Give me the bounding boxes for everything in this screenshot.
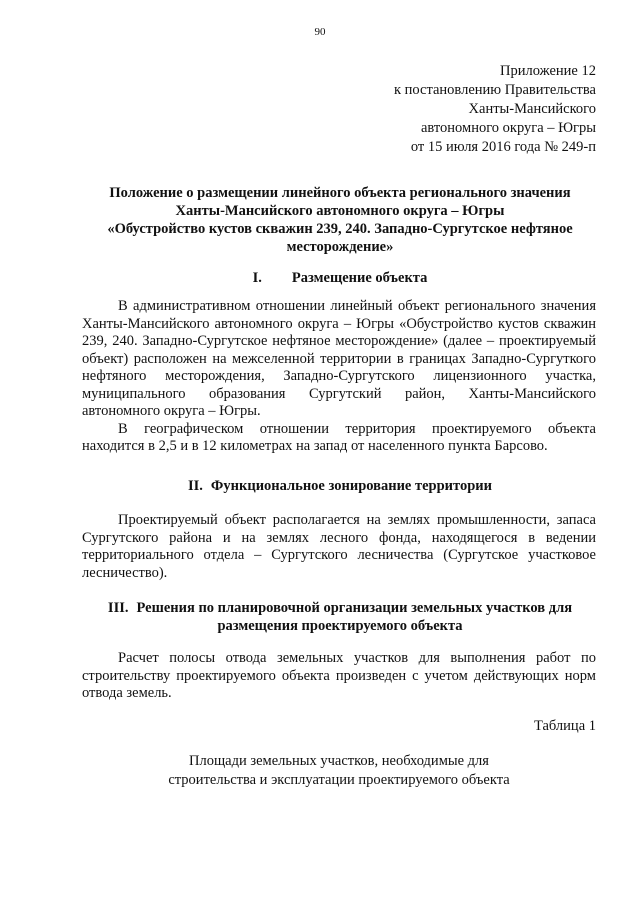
caption-line: Площади земельных участков, необходимые для bbox=[189, 753, 489, 769]
appendix-line: Приложение 12 bbox=[500, 63, 596, 79]
appendix-line: Ханты-Мансийского bbox=[468, 101, 596, 117]
section-number: I. bbox=[252, 270, 262, 286]
paragraph: В административном отношении линейный объект регионального значения Ханты-Мансийского автономного округа – Югры «Обустройство кустов скважин 239, 240. Западно-Сургутское нефтяное месторождение» (далее – проектируемый объект) расположен на межселенной территории в границах Западно-Сургуткого нефтяного месторождения, Западно-Сургутского лицензионного участка, муниципального образования Сургутский район, Ханты-Мансийского автономного округа – Югры. bbox=[82, 298, 596, 419]
paragraph: В географическом отношении территория проектируемого объекта находится в 2,5 и в 12 километрах на запад от населенного пункта Барсово. bbox=[82, 420, 596, 454]
appendix-line: от 15 июля 2016 года № 249-п bbox=[410, 139, 596, 155]
section-3-body bbox=[82, 650, 596, 703]
appendix-line: автономного округа – Югры bbox=[420, 120, 596, 136]
section-title-continued: размещения проектируемого объекта bbox=[217, 618, 463, 634]
section-title: Решения по планировочной организации земельных участков для bbox=[136, 600, 573, 616]
title-line: Ханты-Мансийского автономного округа – Югры bbox=[175, 203, 505, 219]
table-label: Таблица 1 bbox=[533, 718, 596, 734]
section-2-body bbox=[82, 512, 596, 582]
section-1-body bbox=[82, 298, 596, 456]
section-number: III. bbox=[107, 600, 129, 616]
section-title: Функциональное зонирование территории bbox=[210, 478, 492, 494]
paragraph: Проектируемый объект располагается на землях промышленности, запаса Сургутского района и на землях лесного фонда, находящегося в ведении территориального отдела – Сургутского лесничества (Сургутское участковое лесничество). bbox=[82, 512, 596, 581]
section-heading-2 bbox=[80, 477, 600, 495]
caption-line: строительства и эксплуатации проектируемого объекта bbox=[168, 772, 510, 788]
section-heading-1 bbox=[80, 269, 600, 287]
page-number: 90 bbox=[314, 26, 326, 38]
section-heading-3 bbox=[80, 599, 600, 635]
title-line: «Обустройство кустов скважин 239, 240. Западно-Сургутское нефтяное bbox=[107, 221, 573, 237]
title-line: месторождение» bbox=[286, 239, 394, 255]
appendix-header bbox=[394, 62, 596, 157]
paragraph: Расчет полосы отвода земельных участков для выполнения работ по строительству проектируемого объекта произведен с учетом действующих норм отвода земель. bbox=[82, 650, 596, 701]
section-number: II. bbox=[188, 478, 203, 494]
section-title: Размещение объекта bbox=[291, 270, 428, 286]
document-title bbox=[80, 184, 600, 256]
table-caption bbox=[82, 752, 596, 790]
title-line: Положение о размещении линейного объекта регионального значения bbox=[109, 185, 571, 201]
appendix-line: к постановлению Правительства bbox=[394, 82, 596, 98]
